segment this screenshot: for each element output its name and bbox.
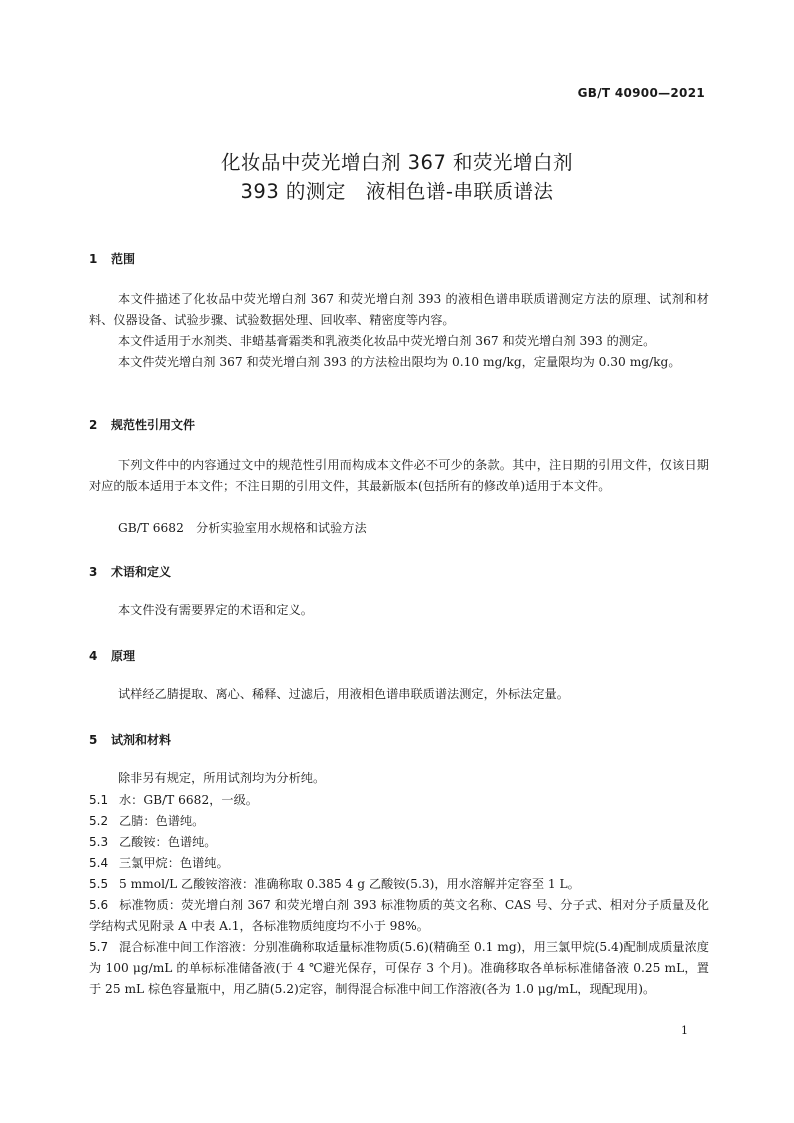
clause-5-5 — [89, 874, 709, 895]
clause-text: 乙腈：色谱纯。 — [119, 814, 205, 828]
section-title: 试剂和材料 — [111, 733, 172, 747]
clause-text: 混合标准中间工作溶液：分别准确称取适量标准物质(5.6)(精确至 0.1 mg)，用三氯甲烷(5.4)配制成质量浓度为 100 μg/mL 的单标标准储备液(于 4 ℃避光保存，可保存 3 个月)。准确移取各单标标准储备液 0.25 mL，置于 25 mL 棕色容量瓶中，用乙腈(5.2)定容，制得混合标准中间工作溶液(各为 1.0 μg/mL，现配现用)。 — [89, 940, 709, 996]
clause-number: 5.6 — [89, 898, 109, 912]
section-4-heading — [89, 647, 135, 664]
section-title: 术语和定义 — [111, 565, 172, 579]
section-1-paragraph-3: 本文件荧光增白剂 367 和荧光增白剂 393 的方法检出限均为 0.10 mg/kg，定量限均为 0.30 mg/kg。 — [118, 355, 681, 369]
section-number: 2 — [89, 418, 98, 432]
section-title: 规范性引用文件 — [111, 418, 196, 432]
section-title: 范围 — [111, 252, 136, 266]
page-number: 1 — [681, 1024, 688, 1037]
clause-number: 5.5 — [89, 877, 109, 891]
clause-number: 5.1 — [89, 793, 109, 807]
clause-number: 5.2 — [89, 814, 109, 828]
clause-text: 5 mmol/L 乙酸铵溶液：准确称取 0.385 4 g 乙酸铵(5.3)，用水溶解并定容至 1 L。 — [119, 877, 580, 891]
section-number: 1 — [89, 252, 98, 266]
standard-number: GB/T 40900—2021 — [577, 86, 705, 100]
section-5-heading — [89, 731, 171, 748]
section-3-paragraph-1: 本文件没有需要界定的术语和定义。 — [118, 603, 313, 617]
section-number: 3 — [89, 565, 98, 579]
clause-number: 5.7 — [89, 940, 109, 954]
document-title-line-1: 化妆品中荧光增白剂 367 和荧光增白剂 — [220, 151, 574, 174]
clause-5-2 — [89, 811, 709, 832]
clause-number: 5.3 — [89, 835, 109, 849]
clause-5-4 — [89, 853, 709, 874]
normative-reference: GB/T 6682 分析实验室用水规格和试验方法 — [118, 521, 367, 535]
section-2-paragraph-1: 下列文件中的内容通过文中的规范性引用而构成本文件必不可少的条款。其中，注日期的引用文件，仅该日期对应的版本适用于本文件；不注日期的引用文件，其最新版本(包括所有的修改单)适用于本文件。 — [89, 458, 709, 493]
clause-5-3 — [89, 832, 709, 853]
section-title: 原理 — [111, 649, 136, 663]
section-5-paragraph-1: 除非另有规定，所用试剂均为分析纯。 — [118, 771, 326, 785]
clause-5-1 — [89, 790, 709, 811]
section-1-paragraph-2: 本文件适用于水剂类、非蜡基膏霜类和乳液类化妆品中荧光增白剂 367 和荧光增白剂 393 的测定。 — [118, 334, 656, 348]
section-number: 4 — [89, 649, 98, 663]
clause-5-6 — [89, 895, 709, 937]
clause-text: 标准物质：荧光增白剂 367 和荧光增白剂 393 标准物质的英文名称、CAS 号、分子式、相对分子质量及化学结构式见附录 A 中表 A.1，各标准物质纯度均不小于 98%。 — [89, 898, 709, 933]
document-title-line-2: 393 的测定 液相色谱-串联质谱法 — [240, 180, 554, 203]
section-2-heading — [89, 416, 195, 433]
clause-text: 三氯甲烷：色谱纯。 — [119, 856, 229, 870]
clause-text: 乙酸铵：色谱纯。 — [119, 835, 217, 849]
clause-5-7 — [89, 937, 709, 1000]
section-number: 5 — [89, 733, 98, 747]
section-4-paragraph-1: 试样经乙腈提取、离心、稀释、过滤后，用液相色谱串联质谱法测定，外标法定量。 — [118, 687, 569, 701]
clause-text: 水：GB/T 6682，一级。 — [119, 793, 258, 807]
clause-number: 5.4 — [89, 856, 109, 870]
section-3-heading — [89, 563, 171, 580]
section-1-heading — [89, 250, 135, 267]
section-1-paragraph-1: 本文件描述了化妆品中荧光增白剂 367 和荧光增白剂 393 的液相色谱串联质谱测定方法的原理、试剂和材料、仪器设备、试验步骤、试验数据处理、回收率、精密度等内容。 — [89, 292, 709, 327]
